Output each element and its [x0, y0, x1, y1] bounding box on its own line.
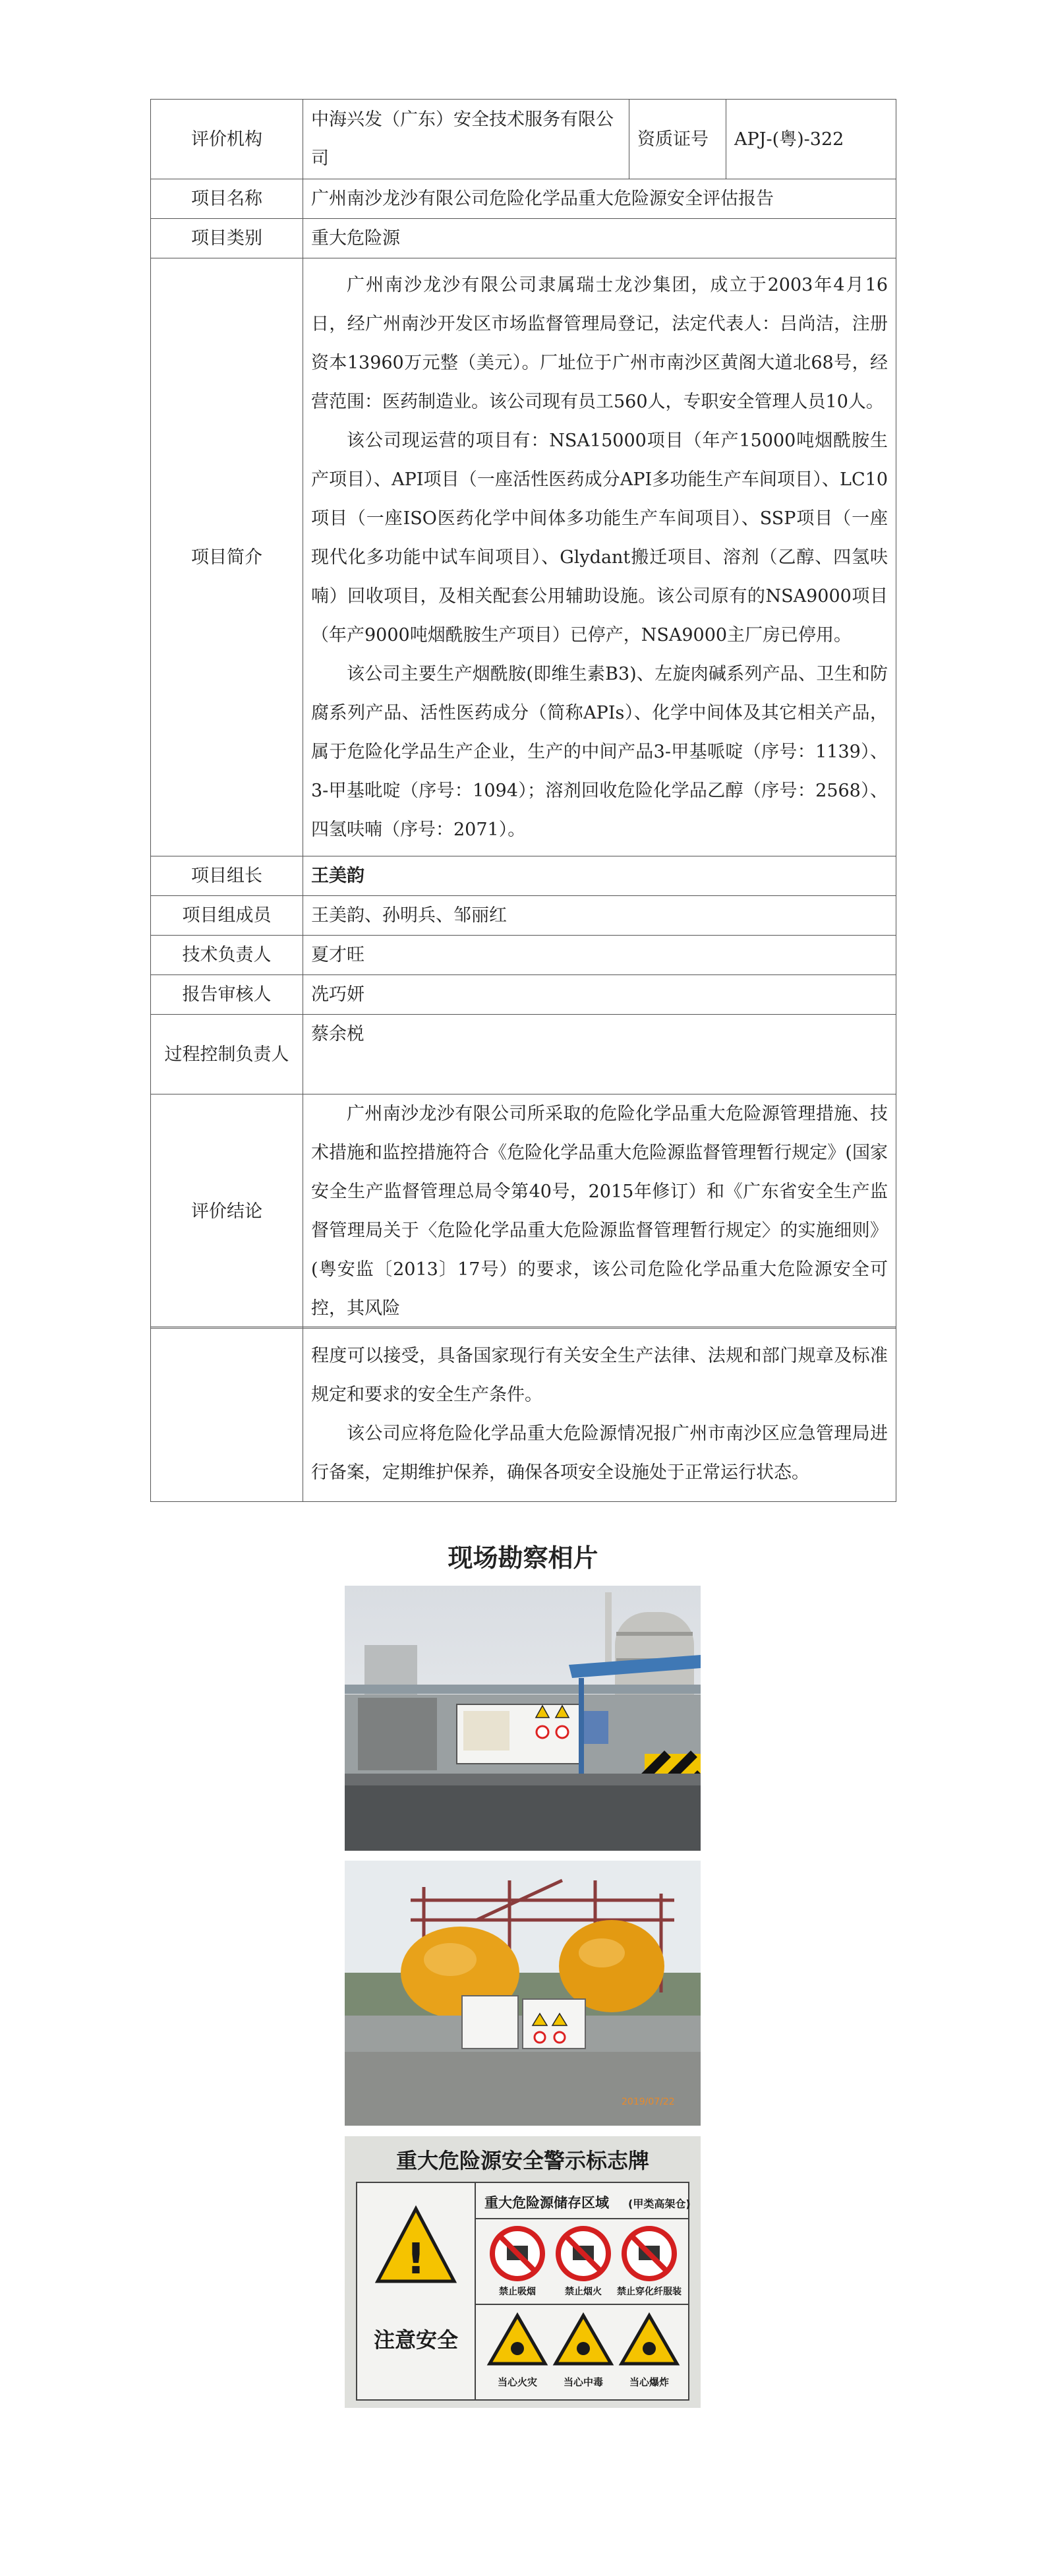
sign-area-tag: (甲类高架仓): [628, 2198, 691, 2210]
intro-paragraph: 该公司主要生产烟酰胺(即维生素B3)、左旋肉碱系列产品、卫生和防腐系列产品、活性医药成分（简称APIs）、化学中间体及其它相关产品，属于危险化学品生产企业，生产的中间产品3-甲基哌啶（序号：1139）、3-甲基吡啶（序号：1094）；溶剂回收危险化学品乙醇（序号：2568）、四氢呋喃（序号：2071）。: [311, 663, 888, 840]
site-photo-storage-tanks: [345, 1861, 701, 2126]
reviewer-value: 冼巧妍: [303, 975, 896, 1015]
prohibition-icon: [624, 2229, 674, 2279]
process-value: 蔡余棁: [303, 1015, 896, 1094]
conclusion-continued: [303, 1327, 896, 1502]
intro-label: 项目简介: [151, 258, 303, 856]
tech-value: 夏才旺: [303, 936, 896, 975]
photo-timestamp: 2019/07/22: [622, 2097, 675, 2107]
members-label: 项目组成员: [151, 896, 303, 936]
leader-label: 项目组长: [151, 856, 303, 896]
hazard-warning-label: 当心爆炸: [629, 2376, 670, 2388]
org-value: 中海兴发（广东）安全技术服务有限公司: [303, 100, 629, 179]
hazard-warning-label: 当心火灾: [497, 2376, 538, 2388]
conclusion-paragraph: 广州南沙龙沙有限公司所采取的危险化学品重大危险源管理措施、技术措施和监控措施符合《危险化学品重大危险源监督管理暂行规定》(国家安全生产监督管理总局令第40号，2015年修订）和《广东省安全生产监督管理局关于〈危险化学品重大危险源监督管理暂行规定〉的实施细则》(粤安监〔2013〕17号）的要求，该公司危险化学品重大危险源安全可控，其风险: [311, 1104, 888, 1319]
prohibition-label: 禁止吸烟: [499, 2287, 536, 2297]
cert-value: APJ-(粤)-322: [726, 100, 896, 179]
conclusion-label: 评价结论: [151, 1094, 303, 1329]
sign-caution: 注意安全: [373, 2327, 459, 2352]
empty-label-cell: [151, 1327, 303, 1502]
photos-title: 现场勘察相片: [448, 1543, 598, 1573]
intro-paragraph: 该公司现运营的项目有：NSA15000项目（年产15000吨烟酰胺生产项目）、API项目（一座活性医药成分API多功能生产车间项目）、LC10项目（一座ISO医药化学中间体多功能生产车间项目）、SSP项目（一座现代化多功能中试车间项目）、Glydant搬迁项目、溶剂（乙醇、四氢呋喃）回收项目，及相关配套公用辅助设施。该公司原有的NSA9000项目（年产9000吨烟酰胺生产项目）已停产，NSA9000主厂房已停用。: [311, 430, 888, 645]
sign-title: 重大危险源安全警示标志牌: [395, 2148, 650, 2173]
members-value: 王美韵、孙明兵、邹丽红: [303, 896, 896, 936]
project-name-value: 广州南沙龙沙有限公司危险化学品重大危险源安全评估报告: [303, 179, 896, 219]
sign-area: 重大危险源储存区域: [484, 2195, 609, 2211]
prohibition-label: 禁止穿化纤服装: [617, 2287, 682, 2297]
conclusion-paragraph: 程度可以接受，具备国家现行有关安全生产法律、法规和部门规章及标准规定和要求的安全生产条件。: [311, 1346, 888, 1405]
site-photo-warning-sign: [345, 2136, 701, 2408]
category-value: 重大危险源: [303, 219, 896, 258]
cert-label: 资质证号: [629, 100, 726, 179]
project-name-label: 项目名称: [151, 179, 303, 219]
prohibition-icon: [558, 2229, 608, 2279]
report-table: [150, 99, 896, 1329]
svg-text:!: !: [406, 2235, 426, 2284]
prohibition-label: 禁止烟火: [565, 2287, 602, 2297]
intro-value: [303, 258, 896, 856]
leader-value: 王美韵: [303, 856, 896, 896]
intro-paragraph: 广州南沙龙沙有限公司隶属瑞士龙沙集团，成立于2003年4月16日，经广州南沙开发区市场监督管理局登记，法定代表人：吕尚洁，注册资本13960万元整（美元）。厂址位于广州市南沙区黄阁大道北68号，经营范围：医药制造业。该公司现有员工560人，专职安全管理人员10人。: [311, 274, 888, 412]
org-label: 评价机构: [151, 100, 303, 179]
prohibition-icon: [492, 2229, 542, 2279]
conclusion-value: [303, 1094, 896, 1329]
hazard-warning-label: 当心中毒: [563, 2376, 604, 2388]
tech-label: 技术负责人: [151, 936, 303, 975]
reviewer-label: 报告审核人: [151, 975, 303, 1015]
site-photo-facility-entrance: [345, 1586, 701, 1851]
process-label: 过程控制负责人: [151, 1015, 303, 1094]
category-label: 项目类别: [151, 219, 303, 258]
conclusion-continued-table: [150, 1327, 896, 1502]
conclusion-paragraph: 该公司应将危险化学品重大危险源情况报广州市南沙区应急管理局进行备案，定期维护保养，确保各项安全设施处于正常运行状态。: [311, 1423, 888, 1483]
